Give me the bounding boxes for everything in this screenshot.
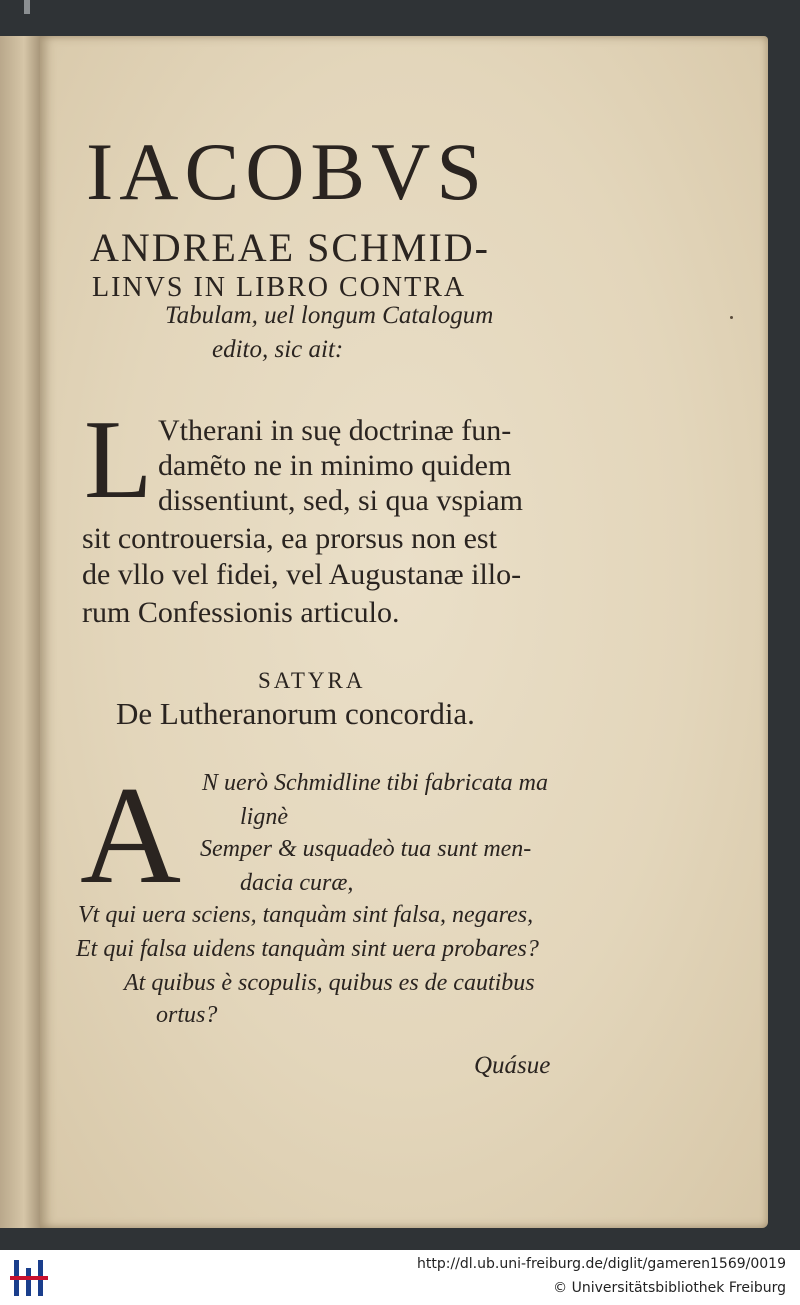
- viewer-footer: [0, 1250, 800, 1305]
- permalink-url[interactable]: http://dl.ub.uni-freiburg.de/diglit/gameren1569/0019: [417, 1256, 786, 1272]
- satyra-subtitle: De Lutheranorum concordia.: [116, 696, 475, 731]
- verse-line: Semper & usquadeò tua sunt men-: [200, 836, 532, 862]
- title-line-5: edito, sic ait:: [212, 336, 344, 363]
- ink-speck: [730, 316, 733, 319]
- verse-line: dacia curæ,: [240, 870, 354, 896]
- facing-page-edge: [0, 36, 40, 1228]
- copyright-notice: © Universitätsbibliothek Freiburg: [553, 1280, 786, 1296]
- ub-freiburg-logo-icon[interactable]: [10, 1258, 48, 1298]
- paragraph-line: sit controuersia, ea prorsus non est: [82, 522, 497, 555]
- title-line-4: Tabulam, uel longum Catalogum: [165, 302, 494, 329]
- title-line-3: LINVS IN LIBRO CONTRA: [92, 272, 467, 303]
- paragraph-line: rum Confessionis articulo.: [82, 596, 400, 629]
- paragraph-line: Vtherani in suę doctrinæ fun-: [158, 414, 512, 447]
- drop-cap-l: L: [84, 398, 153, 522]
- paragraph-line: damẽto ne in minimo quidem: [158, 449, 512, 482]
- binding-clip: [24, 0, 30, 14]
- verse-line: Et qui falsa uidens tanquàm sint uera probares?: [76, 936, 539, 962]
- paragraph-line: dissentiunt, sed, si qua vspiam: [158, 484, 523, 517]
- paragraph-line: de vllo vel fidei, vel Augustanæ illo-: [82, 558, 522, 591]
- satyra-heading: SATYRA: [258, 668, 366, 693]
- verse-line: N uerò Schmidline tibi fabricata ma: [202, 770, 548, 796]
- verse-line: ortus?: [156, 1002, 218, 1028]
- verse-line: lignè: [240, 804, 288, 830]
- title-line-1: IACOBVS: [86, 126, 488, 217]
- catchword: Quásue: [474, 1052, 551, 1079]
- verse-line: Vt qui uera sciens, tanquàm sint falsa, negares,: [78, 902, 534, 928]
- book-page: [40, 36, 768, 1228]
- verse-line: At quibus è scopulis, quibus es de cautibus: [124, 970, 535, 996]
- drop-cap-a: A: [80, 758, 182, 913]
- title-line-2: ANDREAE SCHMID-: [90, 225, 490, 270]
